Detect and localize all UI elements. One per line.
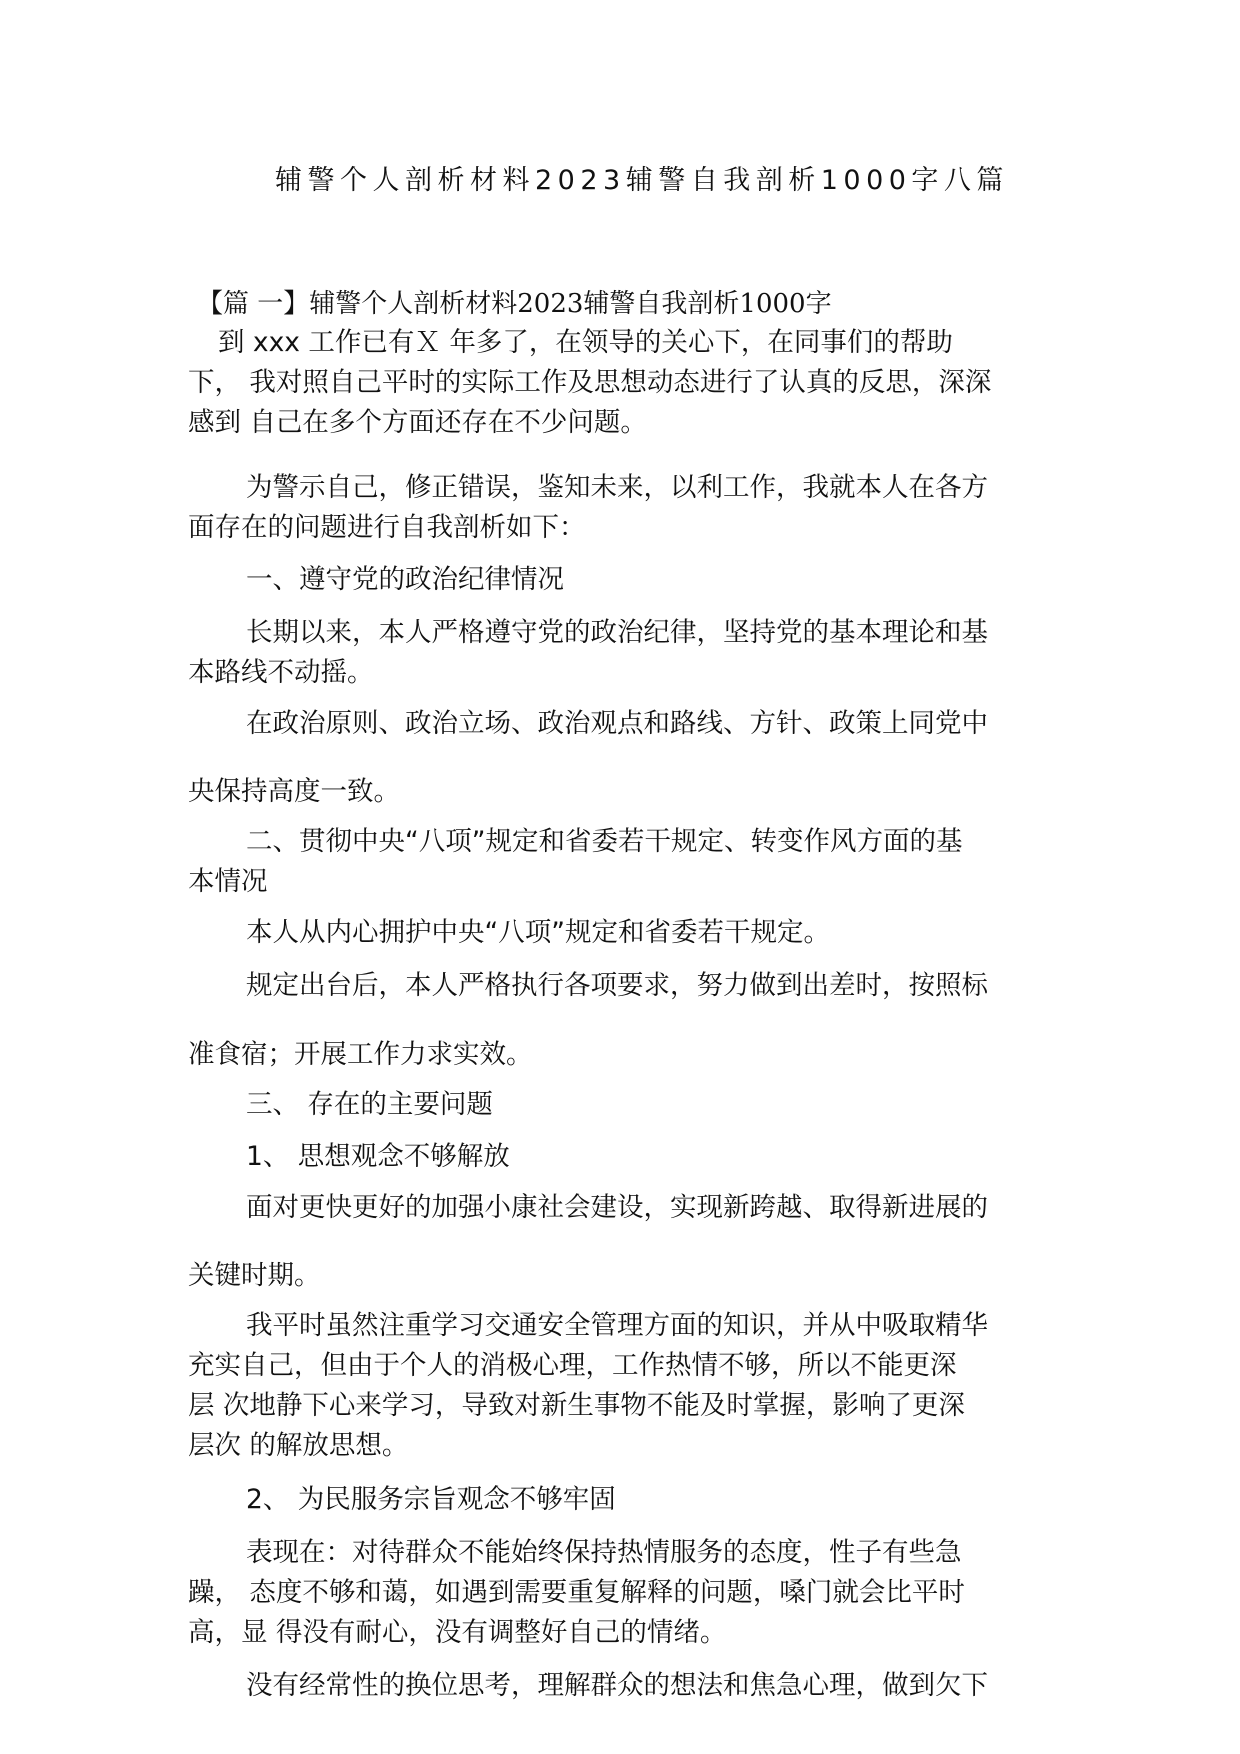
text-line: 二、贯彻中央“八项”规定和省委若干规定、转变作风方面的基 (246, 826, 963, 857)
paragraph (188, 966, 1068, 1006)
text-line: 三、 存在的主要问题 (246, 1089, 493, 1120)
text-line: 我平时虽然注重学习交通安全管理方面的知识，并从中吸取精华 (246, 1310, 988, 1341)
paragraph (188, 1666, 1068, 1706)
text-line: 感到 自己在多个方面还存在不少问题。 (188, 407, 647, 438)
text-line: 长期以来，本人严格遵守党的政治纪律，坚持党的基本理论和基 (246, 617, 988, 648)
text-line: 准食宿；开展工作力求实效。 (188, 1039, 533, 1070)
text-line: 没有经常性的换位思考，理解群众的想法和焦急心理，做到欠下 (246, 1670, 988, 1701)
text-line: 2、 为民服务宗旨观念不够牢固 (246, 1484, 616, 1515)
subheading-main-problems (188, 1085, 1068, 1125)
text-line: 1、 思想观念不够解放 (246, 1141, 510, 1172)
section-heading: 【篇 一】辅警个人剖析材料2023辅警自我剖析1000字 (197, 289, 832, 319)
paragraph (188, 613, 1068, 693)
text-line: 表现在：对待群众不能始终保持热情服务的态度，性子有些急 (246, 1537, 962, 1568)
subheading-thinking (188, 1137, 1068, 1177)
paragraph-intro (188, 323, 1068, 443)
text-line: 层 次地静下心来学习，导致对新生事物不能及时掌握，影响了更深 (188, 1390, 965, 1421)
paragraph (188, 772, 1068, 812)
paragraph (188, 1035, 1068, 1075)
subheading-service (188, 1480, 1068, 1520)
paragraph (188, 468, 1068, 548)
text-line: 本情况 (188, 866, 268, 897)
paragraph (188, 1533, 1068, 1653)
paragraph (188, 913, 1068, 953)
text-line: 充实自己，但由于个人的消极心理，工作热情不够，所以不能更深 (188, 1350, 957, 1381)
text-line: 一、遵守党的政治纪律情况 (246, 564, 564, 595)
text-line: 面对更快更好的加强小康社会建设，实现新跨越、取得新进展的 (246, 1192, 988, 1223)
text-line: 为警示自己，修正错误，鉴知未来，以利工作，我就本人在各方 (246, 472, 988, 503)
text-line: 本人从内心拥护中央“八项”规定和省委若干规定。 (246, 917, 830, 948)
text-line: 规定出台后，本人严格执行各项要求，努力做到出差时，按照标 (246, 970, 988, 1001)
text-line: 央保持高度一致。 (188, 776, 400, 807)
paragraph (188, 1256, 1068, 1296)
subheading-political-discipline (188, 560, 1068, 600)
text-line: 在政治原则、政治立场、政治观点和路线、方针、政策上同党中 (246, 708, 988, 739)
text-line: 面存在的问题进行自我剖析如下： (188, 512, 586, 543)
text-line: 关键时期。 (188, 1260, 321, 1291)
text-line: 到 xxx 工作已有Ｘ 年多了，在领导的关心下，在同事们的帮助 (218, 327, 953, 358)
paragraph (188, 704, 1068, 744)
document-title: 辅警个人剖析材料2023辅警自我剖析1000字八篇 (275, 165, 1009, 196)
text-line: 本路线不动摇。 (188, 657, 374, 688)
text-line: 高，显 得没有耐心，没有调整好自己的情绪。 (188, 1617, 727, 1648)
subheading-eight-rules (188, 822, 1068, 902)
text-line: 下， 我对照自己平时的实际工作及思想动态进行了认真的反思，深深 (188, 367, 992, 398)
text-line: 躁， 态度不够和蔼，如遇到需要重复解释的问题，嗓门就会比平时 (188, 1577, 965, 1608)
paragraph (188, 1306, 1068, 1466)
text-line: 层次 的解放思想。 (188, 1430, 409, 1461)
paragraph (188, 1188, 1068, 1228)
